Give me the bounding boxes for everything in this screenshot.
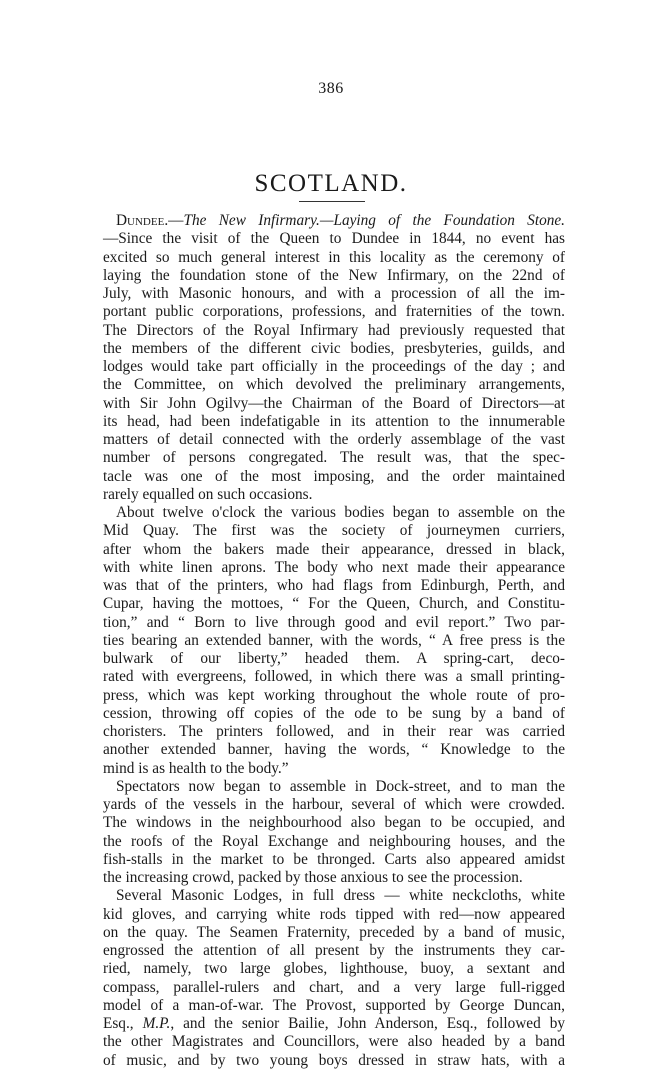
text-line: tacle was one of the most imposing, and the order maintained	[103, 467, 565, 485]
text-line: Cupar, having the mottoes, “ For the Queen, Church, and Constitu-	[103, 595, 565, 613]
text-line: mind is as health to the body.”	[103, 759, 289, 777]
paragraph-1	[103, 230, 565, 504]
text-line: matters of detail connected with the orderly assemblage of the vast	[103, 431, 565, 448]
text-line: another extended banner, having the words, “ Knowledge to the	[103, 741, 565, 759]
text-line: bulwark of our liberty,” headed them. A spring-cart, deco-	[103, 650, 565, 667]
text-line: the members of the different civic bodies, presbyteries, guilds, and	[103, 339, 565, 357]
text-line: cession, throwing off copies of the ode to be sung by a band of	[103, 704, 565, 722]
paragraph-3	[103, 778, 565, 888]
text-line: on the quay. The Seamen Fraternity, preceded by a band of music,	[103, 923, 565, 941]
text-line: The windows in the neighbourhood also began to be occupied, and	[103, 814, 565, 832]
text-line: after whom the bakers made their appearance, dressed in black,	[103, 540, 565, 558]
text-line: portant public corporations, professions, and fraternities of the town.	[103, 303, 565, 321]
paragraph-4	[103, 887, 565, 1015]
text-line: ties bearing an extended banner, with the words, “ A free press is the	[103, 631, 565, 649]
lead-title: The New Infirmary.—Laying of the Foundation Stone.	[183, 212, 565, 229]
text-line: rated with evergreens, followed, in which there was a small printing-	[103, 668, 565, 686]
text-line: press, which was kept working throughout the whole route of pro-	[103, 686, 565, 704]
heading-rule	[299, 201, 365, 202]
text-line: of music, and by two young boys dressed in straw hats, with a	[103, 1051, 565, 1069]
text-line: rarely equalled on such occasions.	[103, 485, 313, 503]
text-line: kid gloves, and carrying white rods tipped with red—now appeared	[103, 905, 565, 923]
text-line: ried, namely, two large globes, lighthouse, buoy, a sextant and	[103, 960, 565, 978]
text-line: the other Magistrates and Councillors, were also headed by a band	[103, 1033, 565, 1051]
text-line: model of a man-of-war. The Provost, supported by George Duncan,	[103, 996, 565, 1014]
text-line: the roofs of the Royal Exchange and neighbouring houses, and the	[103, 832, 565, 850]
text-line: The Directors of the Royal Infirmary had previously requested that	[103, 321, 565, 339]
paragraph-4-end	[103, 1033, 565, 1070]
text-line: laying the foundation stone of the New Infirmary, on the 22nd of	[103, 266, 565, 284]
paragraph-lead	[103, 212, 565, 230]
text-line: the increasing crowd, packed by those anxious to see the procession.	[103, 869, 523, 886]
text-line: compass, parallel-rulers and chart, and a very large full-rigged	[103, 978, 565, 996]
text-line: About twelve o'clock the various bodies began to assemble on the	[116, 504, 565, 521]
text-line: fish-stalls in the market to be thronged. Carts also appeared amidst	[103, 850, 565, 868]
text-line: excited so much general interest in this locality as the ceremony of	[103, 248, 565, 266]
text-line: number of persons congregated. The result was, that the spec-	[103, 449, 565, 467]
text-line: tion,” and “ Born to live through good and evil report.” Two par-	[103, 613, 565, 631]
text-line: Spectators now began to assemble in Dock-street, and to man the	[116, 777, 565, 795]
lead-place: Dundee.	[116, 212, 169, 229]
text-line: its head, had been indefatigable in its attention to the innumerable	[103, 412, 565, 430]
esq-after: , and the senior Bailie, John Anderson, Esq., followed by	[170, 1015, 565, 1032]
text-line: with Sir John Ogilvy—the Chairman of the Board of Directors—at	[103, 394, 565, 412]
mp-abbrev: M.P.	[142, 1015, 171, 1032]
text-line: choristers. The printers followed, and in their rear was carried	[103, 723, 565, 740]
text-line: Several Masonic Lodges, in full dress — white neckcloths, white	[116, 887, 565, 905]
text-line	[103, 1015, 565, 1033]
text-line: was that of the printers, who had flags from Edinburgh, Perth, and	[103, 577, 565, 594]
page-number: 386	[318, 80, 344, 97]
article-body	[103, 212, 565, 1070]
text-line: lodges would take part officially in the proceedings of the day ; and	[103, 358, 565, 375]
text-line: —Since the visit of the Queen to Dundee in 1844, no event has	[103, 230, 565, 248]
text-line: the Committee, on which devolved the preliminary arrangements,	[103, 376, 565, 394]
text-line: with white linen aprons. The body who next made their appearance	[103, 558, 565, 576]
paragraph-2	[103, 504, 565, 778]
text-line: July, with Masonic honours, and with a procession of all the im-	[103, 285, 565, 302]
esq-before: Esq.,	[103, 1015, 134, 1032]
text-line: yards of the vessels in the harbour, several of which were crowded.	[103, 796, 565, 813]
lead-dash: —	[168, 212, 184, 229]
section-heading: SCOTLAND.	[254, 170, 408, 197]
text-line: Mid Quay. The first was the society of journeymen curriers,	[103, 522, 565, 540]
text-line: engrossed the attention of all present by the instruments they car-	[103, 942, 565, 959]
